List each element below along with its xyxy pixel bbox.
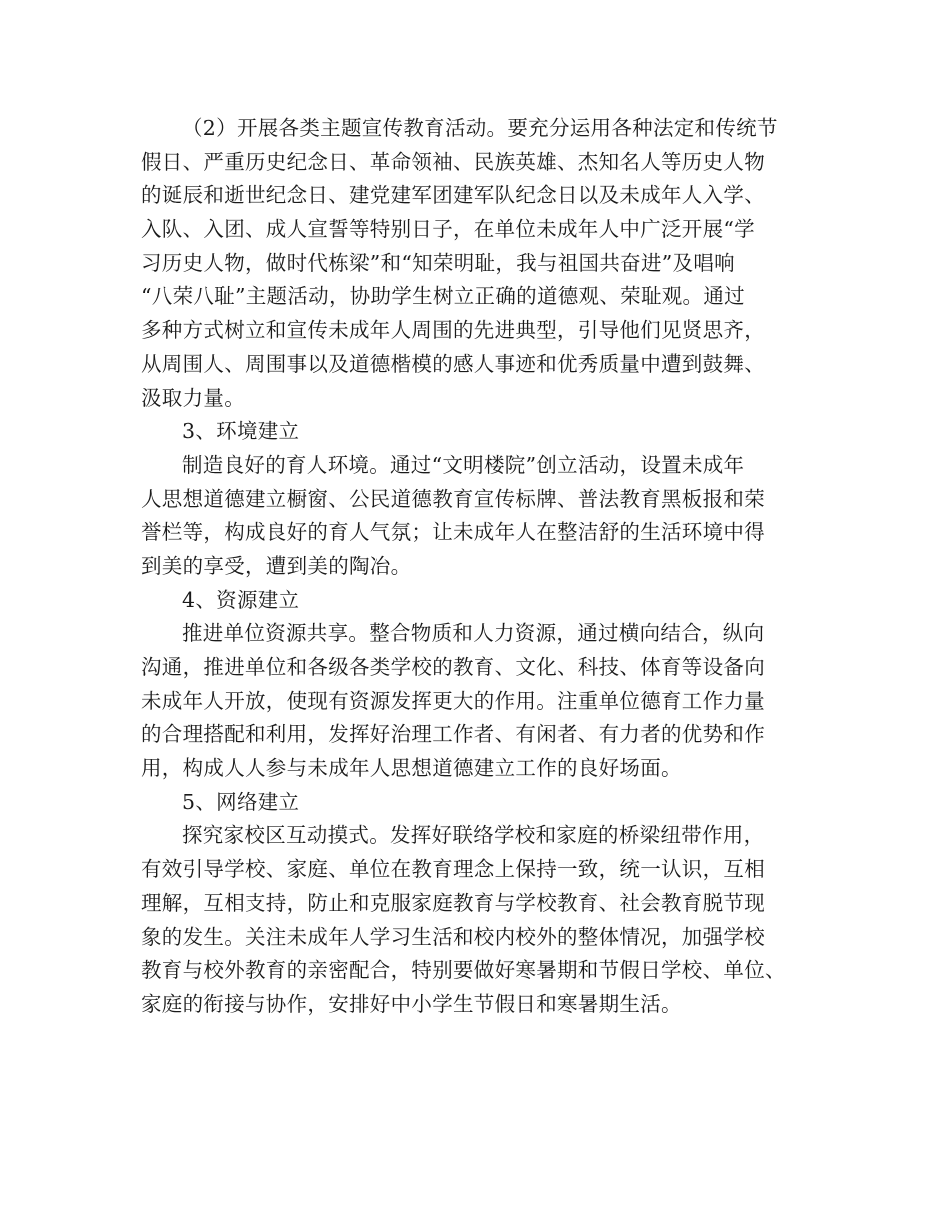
section-heading: 5、网络建立 — [182, 789, 300, 814]
paragraph-line: 假日、严重历史纪念日、革命领袖、民族英雄、杰知名人等历史人物 — [141, 149, 765, 174]
paragraph-line: 理解，互相支持，防止和克服家庭教育与学校教育、社会教育脱节现 — [141, 890, 765, 915]
paragraph-line: 未成年人开放，使现有资源发挥更大的作用。注重单位德育工作力量 — [141, 688, 765, 713]
paragraph-line: 象的发生。关注未成年人学习生活和校内校外的整体情况，加强学校 — [141, 924, 765, 949]
paragraph-line: 的诞辰和逝世纪念日、建党建军团建军队纪念日以及未成年人入学、 — [141, 183, 765, 208]
section-heading: 3、环境建立 — [182, 419, 300, 444]
paragraph-line: 教育与校外教育的亲密配合，特别要做好寒暑期和节假日学校、单位、 — [141, 958, 786, 983]
paragraph-line: 多种方式树立和宣传未成年人周围的先进典型，引导他们见贤思齐， — [141, 318, 765, 343]
paragraph-line: 制造良好的育人环境。通过“文明楼院”创立活动，设置未成年 — [182, 452, 745, 477]
section-heading: 4、资源建立 — [182, 587, 300, 612]
paragraph-line: 汲取力量。 — [141, 385, 245, 410]
paragraph-line: 的合理搭配和利用，发挥好治理工作者、有闲者、有力者的优势和作 — [141, 722, 765, 747]
paragraph-line: 探究家校区互动摸式。发挥好联络学校和家庭的桥梁纽带作用， — [182, 823, 765, 848]
paragraph-line: 到美的享受，遭到美的陶冶。 — [141, 553, 412, 578]
paragraph-line: 沟通，推进单位和各级各类学校的教育、文化、科技、体育等设备向 — [141, 655, 765, 679]
paragraph-line: 从周围人、周围事以及道德楷模的感人事迹和优秀质量中遭到鼓舞、 — [141, 351, 765, 376]
paragraph-line: 用，构成人人参与未成年人思想道德建立工作的良好场面。 — [141, 756, 682, 781]
paragraph-line: 人思想道德建立橱窗、公民道德教育宣传标牌、普法教育黑板报和荣 — [141, 486, 765, 511]
paragraph-line: 誉栏等，构成良好的育人气氛；让未成年人在整洁舒的生活环境中得 — [141, 520, 765, 545]
document-body — [141, 112, 841, 1022]
paragraph-line: “八荣八耻”主题活动，协助学生树立正确的道德观、荣耻观。通过 — [141, 284, 745, 309]
paragraph-line: 推进单位资源共享。整合物质和人力资源，通过横向结合，纵向 — [182, 621, 765, 646]
paragraph-line: （2）开展各类主题宣传教育活动。要充分运用各种法定和传统节 — [182, 116, 778, 140]
paragraph-line: 家庭的衔接与协作，安排好中小学生节假日和寒暑期生活。 — [141, 991, 682, 1016]
paragraph-line: 习历史人物，做时代栋梁”和“知荣明耻，我与祖国共奋进”及唱响 — [141, 250, 735, 275]
paragraph-line: 有效引导学校、家庭、单位在教育理念上保持一致，统一认识，互相 — [141, 857, 765, 882]
paragraph-line: 入队、入团、成人宣誓等特别日子，在单位未成年人中广泛开展“学 — [141, 217, 755, 242]
